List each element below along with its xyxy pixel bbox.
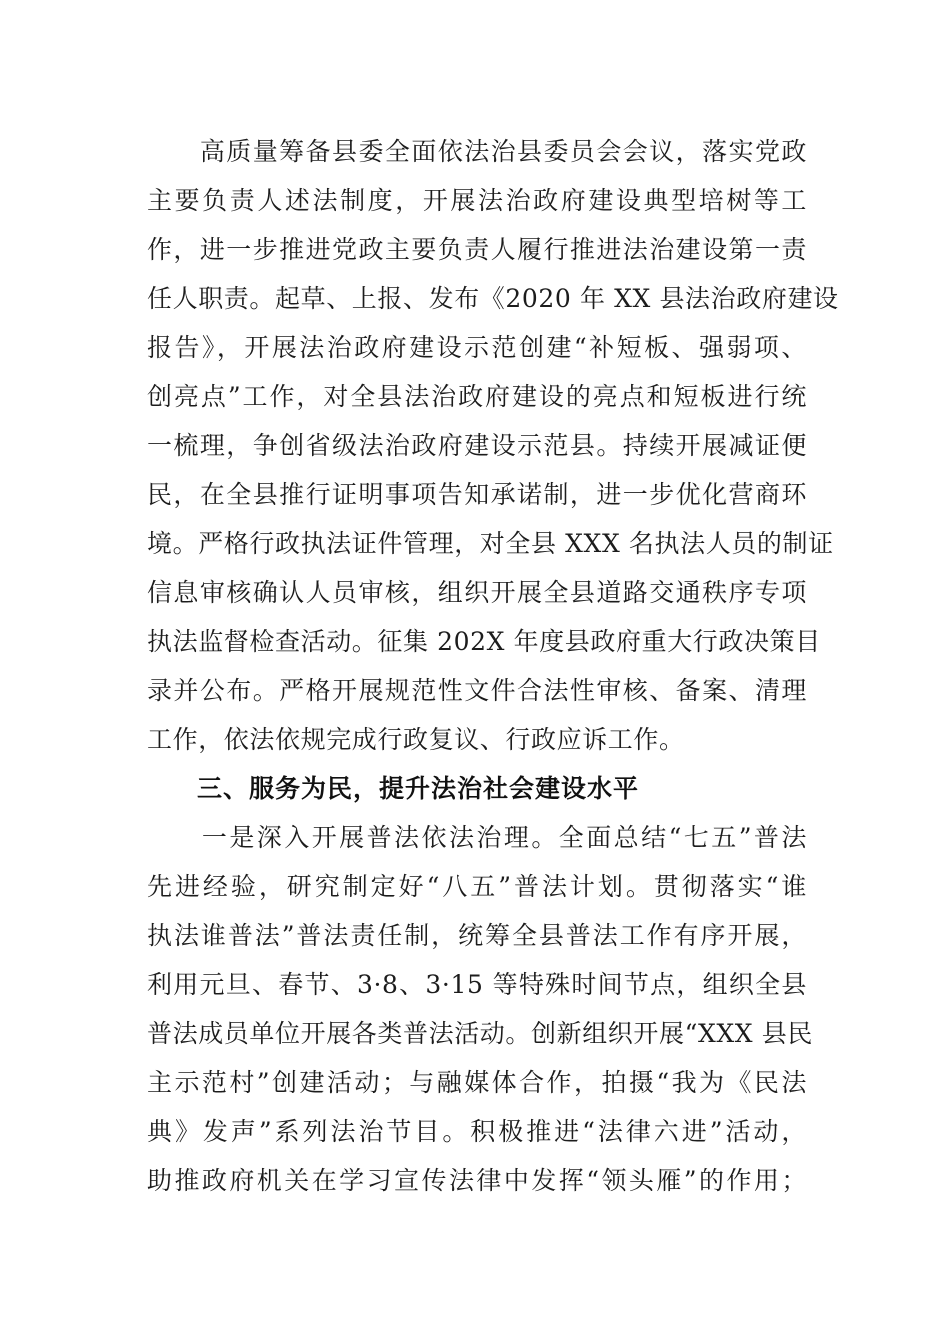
paragraph-line: 典》发声”系列法治节目。积极推进“法律六进”活动，	[147, 1117, 807, 1146]
paragraph-line: 主示范村”创建活动；与融媒体合作，拍摄“我为《民法	[147, 1068, 807, 1097]
paragraph-line: 信息审核确认人员审核，组织开展全县道路交通秩序专项	[147, 578, 807, 607]
paragraph-line: 境。严格行政执法证件管理，对全县 XXX 名执法人员的制证	[147, 529, 834, 558]
paragraph-line: 创亮点”工作，对全县法治政府建设的亮点和短板进行统	[147, 382, 807, 411]
paragraph-line: 先进经验，研究制定好“八五”普法计划。贯彻落实“谁	[147, 872, 807, 901]
paragraph-law-society	[147, 813, 813, 1205]
paragraph-line: 执法谁普法”普法责任制，统筹全县普法工作有序开展，	[147, 921, 807, 950]
paragraph-line: 利用元旦、春节、3·8、3·15 等特殊时间节点，组织全县	[147, 970, 807, 999]
paragraph-line: 助推政府机关在学习宣传法律中发挥“领头雁”的作用；	[147, 1166, 807, 1195]
section-heading: 三、服务为民，提升法治社会建设水平	[197, 774, 640, 803]
paragraph-line: 普法成员单位开展各类普法活动。创新组织开展“XXX 县民	[147, 1019, 813, 1048]
paragraph-line: 一梳理，争创省级法治政府建设示范县。持续开展减证便	[147, 431, 807, 460]
paragraph-line: 作，进一步推进党政主要负责人履行推进法治建设第一责	[147, 235, 807, 264]
paragraph-line: 民，在全县推行证明事项告知承诺制，进一步优化营商环	[147, 480, 807, 509]
paragraph-law-government	[147, 127, 839, 764]
paragraph-line: 一是深入开展普法依法治理。全面总结“七五”普法	[147, 823, 807, 852]
document-body	[147, 127, 839, 1205]
paragraph-line: 工作，依法依规完成行政复议、行政应诉工作。	[147, 725, 685, 754]
paragraph-line: 主要负责人述法制度，开展法治政府建设典型培树等工	[147, 186, 807, 215]
paragraph-line: 录并公布。严格开展规范性文件合法性审核、备案、清理	[147, 676, 807, 705]
paragraph-line: 执法监督检查活动。征集 202X 年度县政府重大行政决策目	[147, 627, 821, 656]
paragraph-line: 高质量筹备县委全面依法治县委员会会议，落实党政	[147, 137, 807, 166]
paragraph-line: 任人职责。起草、上报、发布《2020 年 XX 县法治政府建设	[147, 284, 839, 313]
paragraph-line: 报告》，开展法治政府建设示范创建“补短板、强弱项、	[147, 333, 807, 362]
